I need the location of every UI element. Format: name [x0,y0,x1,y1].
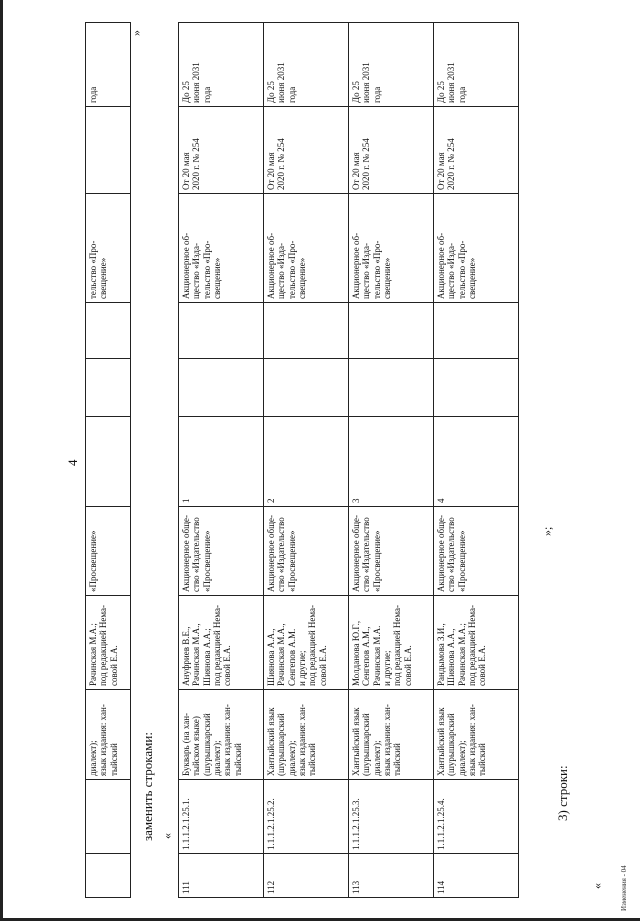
cell-until: До 25 июня 2031 года [179,23,264,107]
table-row [264,23,349,898]
cell-authors: Ануфриев В.Е., Рачинская М.А., Шиянова А.А.; под редакцией Нема- совой Е.А. [179,596,264,690]
cell-title: Хантыйский язык (шурышкарский диалект); язык издания: хан- тыйский [349,690,434,780]
cell-authors: Шиянова А.А., Рачинская М.А., Сенгепов А.М. и другие; под редакцией Нема- совой Е.А. [264,596,349,690]
cell-grade: 3 [349,417,434,507]
cell-legal: Акционерное об- щество «Изда- тельство «Про- свещение» [179,194,264,303]
cell-grade: 4 [434,417,519,507]
table-row [349,23,434,898]
table-row [434,23,519,898]
cell-num: 113 [349,854,434,898]
replace-table [178,22,519,898]
cell-c8 [349,303,434,359]
cell-c8 [179,303,264,359]
page-number: 4 [65,459,80,466]
cell-authors: Молданова Ю.Г., Сенгепов А.М., Рачинская М.А. и другие; под редакцией Нема- совой Е.А. [349,596,434,690]
cell-num [86,854,131,898]
cell-code: 1.1.1.2.1.25.1. [179,780,264,854]
cell-order: От 20 мая 2020 г. № 254 [179,107,264,194]
cell-title: Хантыйский язык (шурышкарский диалект); язык издания: хан- тыйский [264,690,349,780]
rows-label: 3) строки: [555,765,570,821]
cell-until: До 25 июня 2031 года [264,23,349,107]
cell-title: диалект); язык издания: хан- тыйский [86,690,131,780]
replace-label: заменить строками: [140,732,155,841]
cell-c7 [434,359,519,417]
cell-title: Букварь (на хан- тыйском языке) (шурышкарский диалект); язык издания: хан- тыйский [179,690,264,780]
cell-c8 [264,303,349,359]
cell-grade: 2 [264,417,349,507]
cell-publisher: Акционерное обще- ство «Издательство «Просвещение» [264,507,349,596]
cell-title: Хантыйский язык (шурышкарский диалект); язык издания: хан- тыйский [434,690,519,780]
footer-note: Изменения - 04 [620,865,628,911]
cell-c7 [86,359,131,417]
close-quote: » [129,30,143,36]
cell-legal: Акционерное об- щество «Изда- тельство «Про- свещение» [349,194,434,303]
cell-c8 [434,303,519,359]
open-quote-2: « [590,883,604,889]
cell-legal: Акционерное об- щество «Изда- тельство «Про- свещение» [264,194,349,303]
cell-legal: тельство «Про- свещение» [86,194,131,303]
cell-authors: Рачинская М.А.; под редакцией Нема- совой Е.А. [86,596,131,690]
cell-code: 1.1.1.2.1.25.3. [349,780,434,854]
cell-legal: Акционерное об- щество «Изда- тельство «Про- свещение» [434,194,519,303]
cell-order [86,107,131,194]
cell-publisher: Акционерное обще- ство «Издательство «Просвещение» [179,507,264,596]
cell-code [86,780,131,854]
cell-authors: Рандымова З.И., Шиянова А.А., Рачинская М.А.; под редакцией Нема- совой Е.А. [434,596,519,690]
cell-until: года [86,23,131,107]
cell-code: 1.1.1.2.1.25.4. [434,780,519,854]
cell-until: До 25 июня 2031 года [349,23,434,107]
cell-c6 [86,417,131,507]
cell-order: От 20 мая 2020 г. № 254 [434,107,519,194]
cell-publisher: «Просвещение» [86,507,131,596]
cell-c7 [264,359,349,417]
cell-order: От 20 мая 2020 г. № 254 [264,107,349,194]
cell-code: 1.1.1.2.1.25.2. [264,780,349,854]
table-row [179,23,264,898]
cell-publisher: Акционерное обще- ство «Издательство «Просвещение» [349,507,434,596]
cell-grade: 1 [179,417,264,507]
cell-until: До 25 июня 2031 года [434,23,519,107]
close-quote-2: »; [540,526,554,536]
cell-publisher: Акционерное обще- ство «Издательство «Просвещение» [434,507,519,596]
cell-num: 112 [264,854,349,898]
cell-c8 [86,303,131,359]
cell-c7 [179,359,264,417]
cell-c7 [349,359,434,417]
cell-order: От 20 мая 2020 г. № 254 [349,107,434,194]
open-quote: « [160,833,174,839]
top-table [85,22,131,898]
cell-num: 114 [434,854,519,898]
cell-num: 111 [179,854,264,898]
table-row [86,23,131,898]
